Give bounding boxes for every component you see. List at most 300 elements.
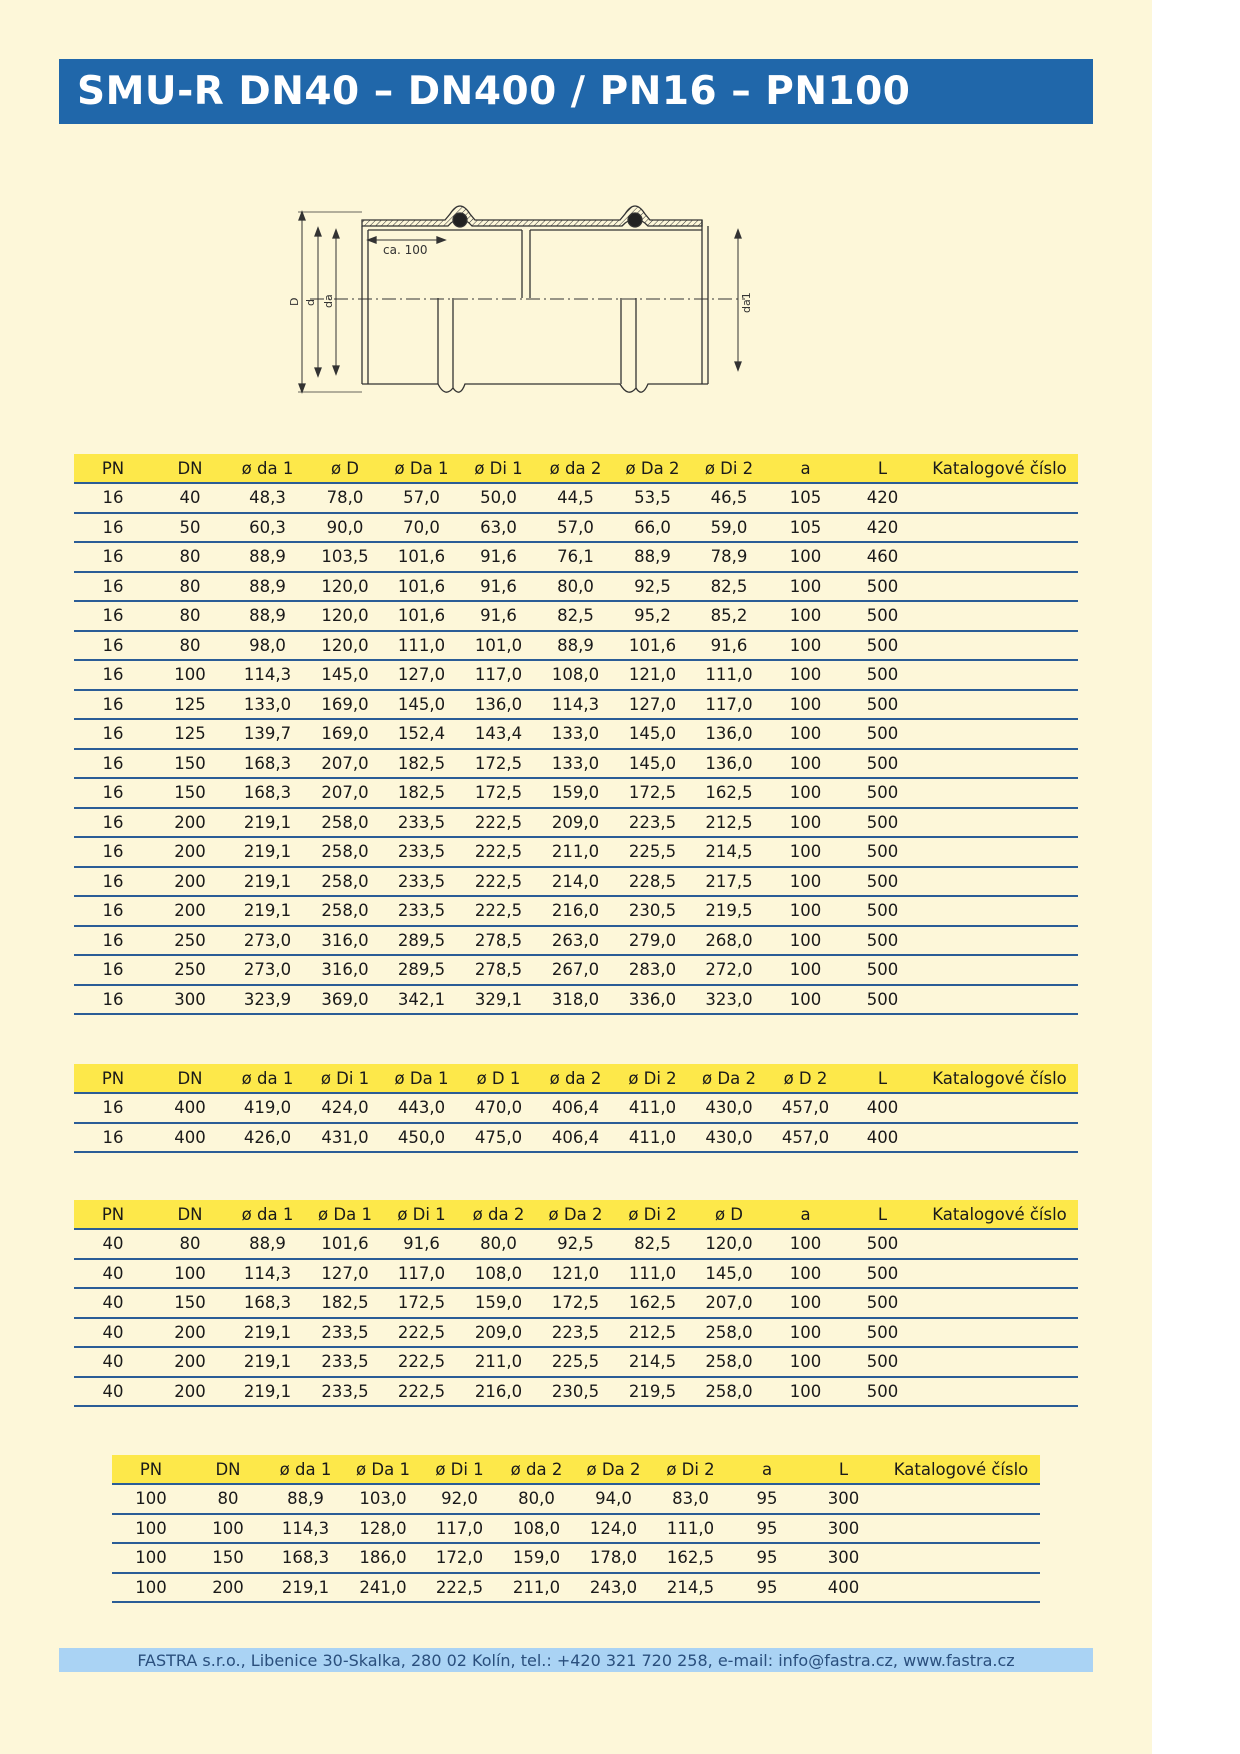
column-header: ø da 2 [537, 454, 614, 483]
table-cell: 214,5 [614, 1347, 691, 1377]
table-cell [921, 690, 1078, 720]
table-cell: 258,0 [691, 1377, 767, 1407]
table-cell [921, 926, 1078, 956]
table-cell: 258,0 [307, 867, 383, 897]
table-cell: 500 [844, 1229, 921, 1259]
table-cell: 16 [74, 690, 152, 720]
table-cell: 216,0 [460, 1377, 537, 1407]
table-cell: 222,5 [383, 1347, 460, 1377]
column-header: ø da 2 [460, 1200, 537, 1229]
table-cell: 212,5 [614, 1318, 691, 1348]
table-cell: 200 [152, 1347, 228, 1377]
table-row [112, 1514, 1040, 1544]
table-cell: 100 [767, 1347, 844, 1377]
table-cell: 100 [767, 542, 844, 572]
table-cell: 16 [74, 926, 152, 956]
table-cell: 443,0 [383, 1093, 460, 1123]
table-cell: 111,0 [614, 1259, 691, 1289]
table-cell: 500 [844, 837, 921, 867]
table-cell: 100 [767, 1259, 844, 1289]
table-cell: 263,0 [537, 926, 614, 956]
table-cell: 457,0 [767, 1093, 844, 1123]
table-row [74, 1229, 1078, 1259]
table-cell: 100 [767, 1288, 844, 1318]
table-cell: 329,1 [460, 985, 537, 1015]
table-cell [921, 837, 1078, 867]
table-cell: 450,0 [383, 1123, 460, 1153]
table-cell: 66,0 [614, 513, 691, 543]
table-cell: 342,1 [383, 985, 460, 1015]
table-cell: 40 [152, 483, 228, 513]
table-row [74, 778, 1078, 808]
table-cell: 136,0 [460, 690, 537, 720]
table-cell: 222,5 [421, 1573, 498, 1603]
table-cell [921, 896, 1078, 926]
table-cell: 70,0 [383, 513, 460, 543]
table-cell: 323,0 [691, 985, 767, 1015]
table-cell: 500 [844, 660, 921, 690]
table-cell: 214,5 [691, 837, 767, 867]
column-header: ø Di 1 [383, 1200, 460, 1229]
table-cell: 95 [729, 1514, 805, 1544]
table-cell: 172,0 [421, 1543, 498, 1573]
table-cell: 91,6 [383, 1229, 460, 1259]
table-cell [921, 1288, 1078, 1318]
table-row [74, 513, 1078, 543]
column-header: ø Da 2 [614, 454, 691, 483]
column-header: L [844, 454, 921, 483]
table-cell: 267,0 [537, 955, 614, 985]
table-cell: 136,0 [691, 749, 767, 779]
table-cell [882, 1484, 1040, 1514]
table-cell: 139,7 [228, 719, 307, 749]
coupling-outline [298, 206, 745, 392]
table-cell: 272,0 [691, 955, 767, 985]
table-header-row [74, 454, 1078, 483]
table-cell: 100 [767, 867, 844, 897]
table-cell [921, 808, 1078, 838]
table-cell: 500 [844, 896, 921, 926]
table-cell: 40 [74, 1288, 152, 1318]
table-cell: 219,1 [228, 1377, 307, 1407]
table-cell: 214,5 [652, 1573, 729, 1603]
table-cell: 289,5 [383, 955, 460, 985]
table-cell: 111,0 [383, 631, 460, 661]
table-cell: 117,0 [383, 1259, 460, 1289]
column-header: ø Di 1 [421, 1455, 498, 1484]
table-cell [921, 631, 1078, 661]
table-cell [921, 542, 1078, 572]
table-cell [921, 867, 1078, 897]
table-cell: 40 [74, 1347, 152, 1377]
table-cell: 100 [767, 601, 844, 631]
table-cell: 100 [767, 749, 844, 779]
table-row [74, 631, 1078, 661]
table-cell: 16 [74, 1123, 152, 1153]
table-cell: 500 [844, 601, 921, 631]
table-cell: 219,1 [228, 896, 307, 926]
table-cell: 430,0 [691, 1123, 767, 1153]
table-cell: 178,0 [575, 1543, 652, 1573]
table-header-row [112, 1455, 1040, 1484]
table-row [74, 1093, 1078, 1123]
table-cell: 78,0 [307, 483, 383, 513]
column-header: ø Di 2 [691, 454, 767, 483]
table-cell: 100 [767, 837, 844, 867]
table-cell: 16 [74, 778, 152, 808]
table-cell: 500 [844, 1377, 921, 1407]
table-cell: 121,0 [537, 1259, 614, 1289]
table-cell: 228,5 [614, 867, 691, 897]
table-cell: 120,0 [691, 1229, 767, 1259]
table-cell [921, 1377, 1078, 1407]
table-cell: 300 [805, 1543, 882, 1573]
table-cell: 80 [152, 601, 228, 631]
table-cell: 16 [74, 631, 152, 661]
table-row [74, 1259, 1078, 1289]
column-header: PN [74, 1200, 152, 1229]
table-cell: 168,3 [228, 1288, 307, 1318]
table-cell: 101,6 [614, 631, 691, 661]
table-header-row [74, 1200, 1078, 1229]
table-cell: 318,0 [537, 985, 614, 1015]
table-cell: 91,6 [460, 601, 537, 631]
table-cell: 105 [767, 513, 844, 543]
table-cell [921, 1123, 1078, 1153]
table-cell: 233,5 [307, 1347, 383, 1377]
table-cell: 120,0 [307, 631, 383, 661]
table-cell: 88,9 [228, 542, 307, 572]
table-cell: 76,1 [537, 542, 614, 572]
table-cell: 100 [112, 1543, 190, 1573]
table-cell: 225,5 [614, 837, 691, 867]
table-cell: 100 [152, 660, 228, 690]
footer-bar [59, 1648, 1093, 1672]
table-cell: 136,0 [691, 719, 767, 749]
column-header: ø D 1 [460, 1064, 537, 1093]
table-row [74, 837, 1078, 867]
table-row [74, 867, 1078, 897]
table-cell: 200 [152, 837, 228, 867]
table-cell: 125 [152, 690, 228, 720]
table-cell: 88,9 [228, 601, 307, 631]
table-cell: 230,5 [614, 896, 691, 926]
table-cell: 182,5 [383, 749, 460, 779]
table-cell: 117,0 [691, 690, 767, 720]
column-header: Katalogové číslo [921, 1200, 1078, 1229]
table-cell: 16 [74, 601, 152, 631]
table-cell: 426,0 [228, 1123, 307, 1153]
table-cell: 128,0 [345, 1514, 421, 1544]
table-cell: 273,0 [228, 955, 307, 985]
dimension-label-da: da [322, 294, 335, 308]
spec-table-pn16-dn400 [74, 1064, 1078, 1153]
table-cell: 127,0 [307, 1259, 383, 1289]
table-cell: 200 [152, 1377, 228, 1407]
table-cell: 16 [74, 955, 152, 985]
table-cell: 500 [844, 778, 921, 808]
table-cell: 117,0 [460, 660, 537, 690]
column-header: Katalogové číslo [921, 1064, 1078, 1093]
table-row [74, 749, 1078, 779]
table-cell: 145,0 [691, 1259, 767, 1289]
table-cell: 150 [152, 749, 228, 779]
column-header: ø D [691, 1200, 767, 1229]
table-cell: 258,0 [691, 1347, 767, 1377]
table-cell: 100 [190, 1514, 266, 1544]
table-cell: 419,0 [228, 1093, 307, 1123]
table-cell [921, 1093, 1078, 1123]
table-cell: 222,5 [383, 1318, 460, 1348]
table-cell: 233,5 [307, 1377, 383, 1407]
table-cell: 500 [844, 690, 921, 720]
column-header: ø da 1 [228, 1200, 307, 1229]
table-cell: 169,0 [307, 719, 383, 749]
title-bar [59, 59, 1093, 124]
table-cell: 159,0 [460, 1288, 537, 1318]
table-cell: 100 [767, 572, 844, 602]
table-cell: 16 [74, 896, 152, 926]
table-cell: 95 [729, 1484, 805, 1514]
table-cell: 98,0 [228, 631, 307, 661]
column-header: a [767, 1200, 844, 1229]
table-cell: 406,4 [537, 1123, 614, 1153]
column-header: Katalogové číslo [921, 454, 1078, 483]
column-header: ø Di 2 [614, 1200, 691, 1229]
table-cell: 500 [844, 926, 921, 956]
table-cell [921, 719, 1078, 749]
table-cell: 100 [767, 808, 844, 838]
table-cell: 133,0 [537, 719, 614, 749]
table-header-row [74, 1064, 1078, 1093]
table-cell: 219,5 [691, 896, 767, 926]
table-cell: 258,0 [691, 1318, 767, 1348]
table-cell: 152,4 [383, 719, 460, 749]
table-cell: 400 [844, 1093, 921, 1123]
dimension-label-d: d [304, 299, 317, 306]
table-cell: 83,0 [652, 1484, 729, 1514]
table-cell: 207,0 [691, 1288, 767, 1318]
table-cell: 117,0 [421, 1514, 498, 1544]
table-cell: 424,0 [307, 1093, 383, 1123]
table-cell: 222,5 [460, 837, 537, 867]
table-cell: 101,6 [383, 572, 460, 602]
table-row [112, 1573, 1040, 1603]
table-cell: 53,5 [614, 483, 691, 513]
table-cell: 100 [112, 1514, 190, 1544]
table-cell: 162,5 [614, 1288, 691, 1318]
table-row [74, 601, 1078, 631]
table-cell: 400 [152, 1123, 228, 1153]
table-cell: 88,9 [537, 631, 614, 661]
table-cell: 500 [844, 749, 921, 779]
table-cell: 500 [844, 808, 921, 838]
table-cell: 200 [152, 1318, 228, 1348]
table-cell: 100 [767, 985, 844, 1015]
table-cell [921, 660, 1078, 690]
table-cell: 95 [729, 1543, 805, 1573]
table-cell: 50 [152, 513, 228, 543]
pipe-coupling-drawing [290, 198, 830, 408]
table-cell: 100 [767, 778, 844, 808]
table-cell: 457,0 [767, 1123, 844, 1153]
table-cell: 211,0 [460, 1347, 537, 1377]
column-header: ø Di 1 [307, 1064, 383, 1093]
table-cell: 400 [805, 1573, 882, 1603]
table-cell: 233,5 [383, 808, 460, 838]
table-row [74, 690, 1078, 720]
table-cell: 101,6 [307, 1229, 383, 1259]
table-cell: 279,0 [614, 926, 691, 956]
table-cell: 100 [767, 1377, 844, 1407]
table-cell: 50,0 [460, 483, 537, 513]
table-cell [882, 1573, 1040, 1603]
column-header: ø D [307, 454, 383, 483]
table-cell: 101,6 [383, 601, 460, 631]
table-cell: 222,5 [460, 867, 537, 897]
table-cell: 40 [74, 1259, 152, 1289]
table-cell: 219,1 [228, 867, 307, 897]
table-cell: 16 [74, 513, 152, 543]
table-row [74, 542, 1078, 572]
table-cell: 46,5 [691, 483, 767, 513]
table-cell: 316,0 [307, 955, 383, 985]
table-cell: 207,0 [307, 778, 383, 808]
table-cell: 243,0 [575, 1573, 652, 1603]
table-cell: 40 [74, 1377, 152, 1407]
table-cell: 16 [74, 483, 152, 513]
table-cell: 430,0 [691, 1093, 767, 1123]
table-cell: 114,3 [537, 690, 614, 720]
table-cell: 16 [74, 985, 152, 1015]
table-cell: 211,0 [498, 1573, 575, 1603]
table-cell: 80 [152, 1229, 228, 1259]
table-cell [921, 778, 1078, 808]
table-cell: 336,0 [614, 985, 691, 1015]
table-cell: 233,5 [307, 1318, 383, 1348]
table-cell: 500 [844, 631, 921, 661]
table-cell: 92,5 [537, 1229, 614, 1259]
table-cell: 258,0 [307, 808, 383, 838]
table-cell: 143,4 [460, 719, 537, 749]
table-cell: 125 [152, 719, 228, 749]
table-cell: 233,5 [383, 837, 460, 867]
table-cell: 108,0 [460, 1259, 537, 1289]
table-cell: 500 [844, 985, 921, 1015]
spec-table-pn16 [74, 454, 1078, 1015]
table-cell: 108,0 [498, 1514, 575, 1544]
column-header: a [767, 454, 844, 483]
table-cell: 172,5 [614, 778, 691, 808]
table-cell: 133,0 [228, 690, 307, 720]
table-row [74, 1318, 1078, 1348]
table-cell: 411,0 [614, 1093, 691, 1123]
table-cell: 88,9 [614, 542, 691, 572]
table-cell: 172,5 [460, 778, 537, 808]
table-cell: 162,5 [691, 778, 767, 808]
table-cell: 108,0 [537, 660, 614, 690]
table-cell: 300 [805, 1514, 882, 1544]
table-cell: 500 [844, 955, 921, 985]
table-row [74, 483, 1078, 513]
table-cell: 223,5 [614, 808, 691, 838]
table-cell: 500 [844, 572, 921, 602]
company-contact: FASTRA s.r.o., Libenice 30-Skalka, 280 02 Kolín, tel.: +420 321 720 258, e-mail: info@fastra.cz, www.fastra.cz [137, 1650, 1015, 1670]
table-cell: 225,5 [537, 1347, 614, 1377]
table-cell: 80,0 [460, 1229, 537, 1259]
table-cell: 16 [74, 719, 152, 749]
table-cell: 258,0 [307, 896, 383, 926]
column-header: Katalogové číslo [882, 1455, 1040, 1484]
table-cell: 168,3 [266, 1543, 345, 1573]
table-cell: 400 [844, 1123, 921, 1153]
table-cell [921, 1347, 1078, 1377]
table-cell: 150 [152, 1288, 228, 1318]
table-cell [882, 1514, 1040, 1544]
table-cell [921, 1229, 1078, 1259]
table-cell: 406,4 [537, 1093, 614, 1123]
table-cell: 145,0 [307, 660, 383, 690]
table-cell: 250 [152, 955, 228, 985]
table-cell: 162,5 [652, 1543, 729, 1573]
table-cell: 100 [112, 1573, 190, 1603]
table-cell: 40 [74, 1318, 152, 1348]
table-cell [921, 572, 1078, 602]
table-cell: 219,1 [228, 1347, 307, 1377]
table-cell: 88,9 [228, 1229, 307, 1259]
table-cell: 100 [767, 896, 844, 926]
table-cell: 40 [74, 1229, 152, 1259]
table-cell [882, 1543, 1040, 1573]
column-header: ø Da 1 [345, 1455, 421, 1484]
table-cell: 200 [190, 1573, 266, 1603]
table-cell: 233,5 [383, 896, 460, 926]
table-cell: 216,0 [537, 896, 614, 926]
column-header: ø D 2 [767, 1064, 844, 1093]
table-cell: 100 [767, 1318, 844, 1348]
table-cell [921, 1259, 1078, 1289]
table-cell: 172,5 [460, 749, 537, 779]
table-cell: 214,0 [537, 867, 614, 897]
table-cell: 500 [844, 867, 921, 897]
column-header: a [729, 1455, 805, 1484]
table-cell: 217,5 [691, 867, 767, 897]
table-cell: 16 [74, 808, 152, 838]
table-cell: 16 [74, 572, 152, 602]
table-cell: 57,0 [383, 483, 460, 513]
table-cell: 283,0 [614, 955, 691, 985]
table-cell: 200 [152, 867, 228, 897]
column-header: ø da 1 [228, 1064, 307, 1093]
column-header: L [844, 1200, 921, 1229]
table-row [74, 1288, 1078, 1318]
table-cell: 268,0 [691, 926, 767, 956]
table-cell: 182,5 [383, 778, 460, 808]
table-cell: 500 [844, 1259, 921, 1289]
table-row [74, 1377, 1078, 1407]
table-cell: 105 [767, 483, 844, 513]
table-cell: 168,3 [228, 749, 307, 779]
column-header: ø da 2 [537, 1064, 614, 1093]
column-header: ø Di 2 [614, 1064, 691, 1093]
table-cell: 500 [844, 1318, 921, 1348]
table-cell: 145,0 [614, 749, 691, 779]
table-cell: 207,0 [307, 749, 383, 779]
table-cell: 182,5 [307, 1288, 383, 1318]
table-cell: 145,0 [614, 719, 691, 749]
column-header: PN [74, 1064, 152, 1093]
table-cell: 100 [767, 926, 844, 956]
